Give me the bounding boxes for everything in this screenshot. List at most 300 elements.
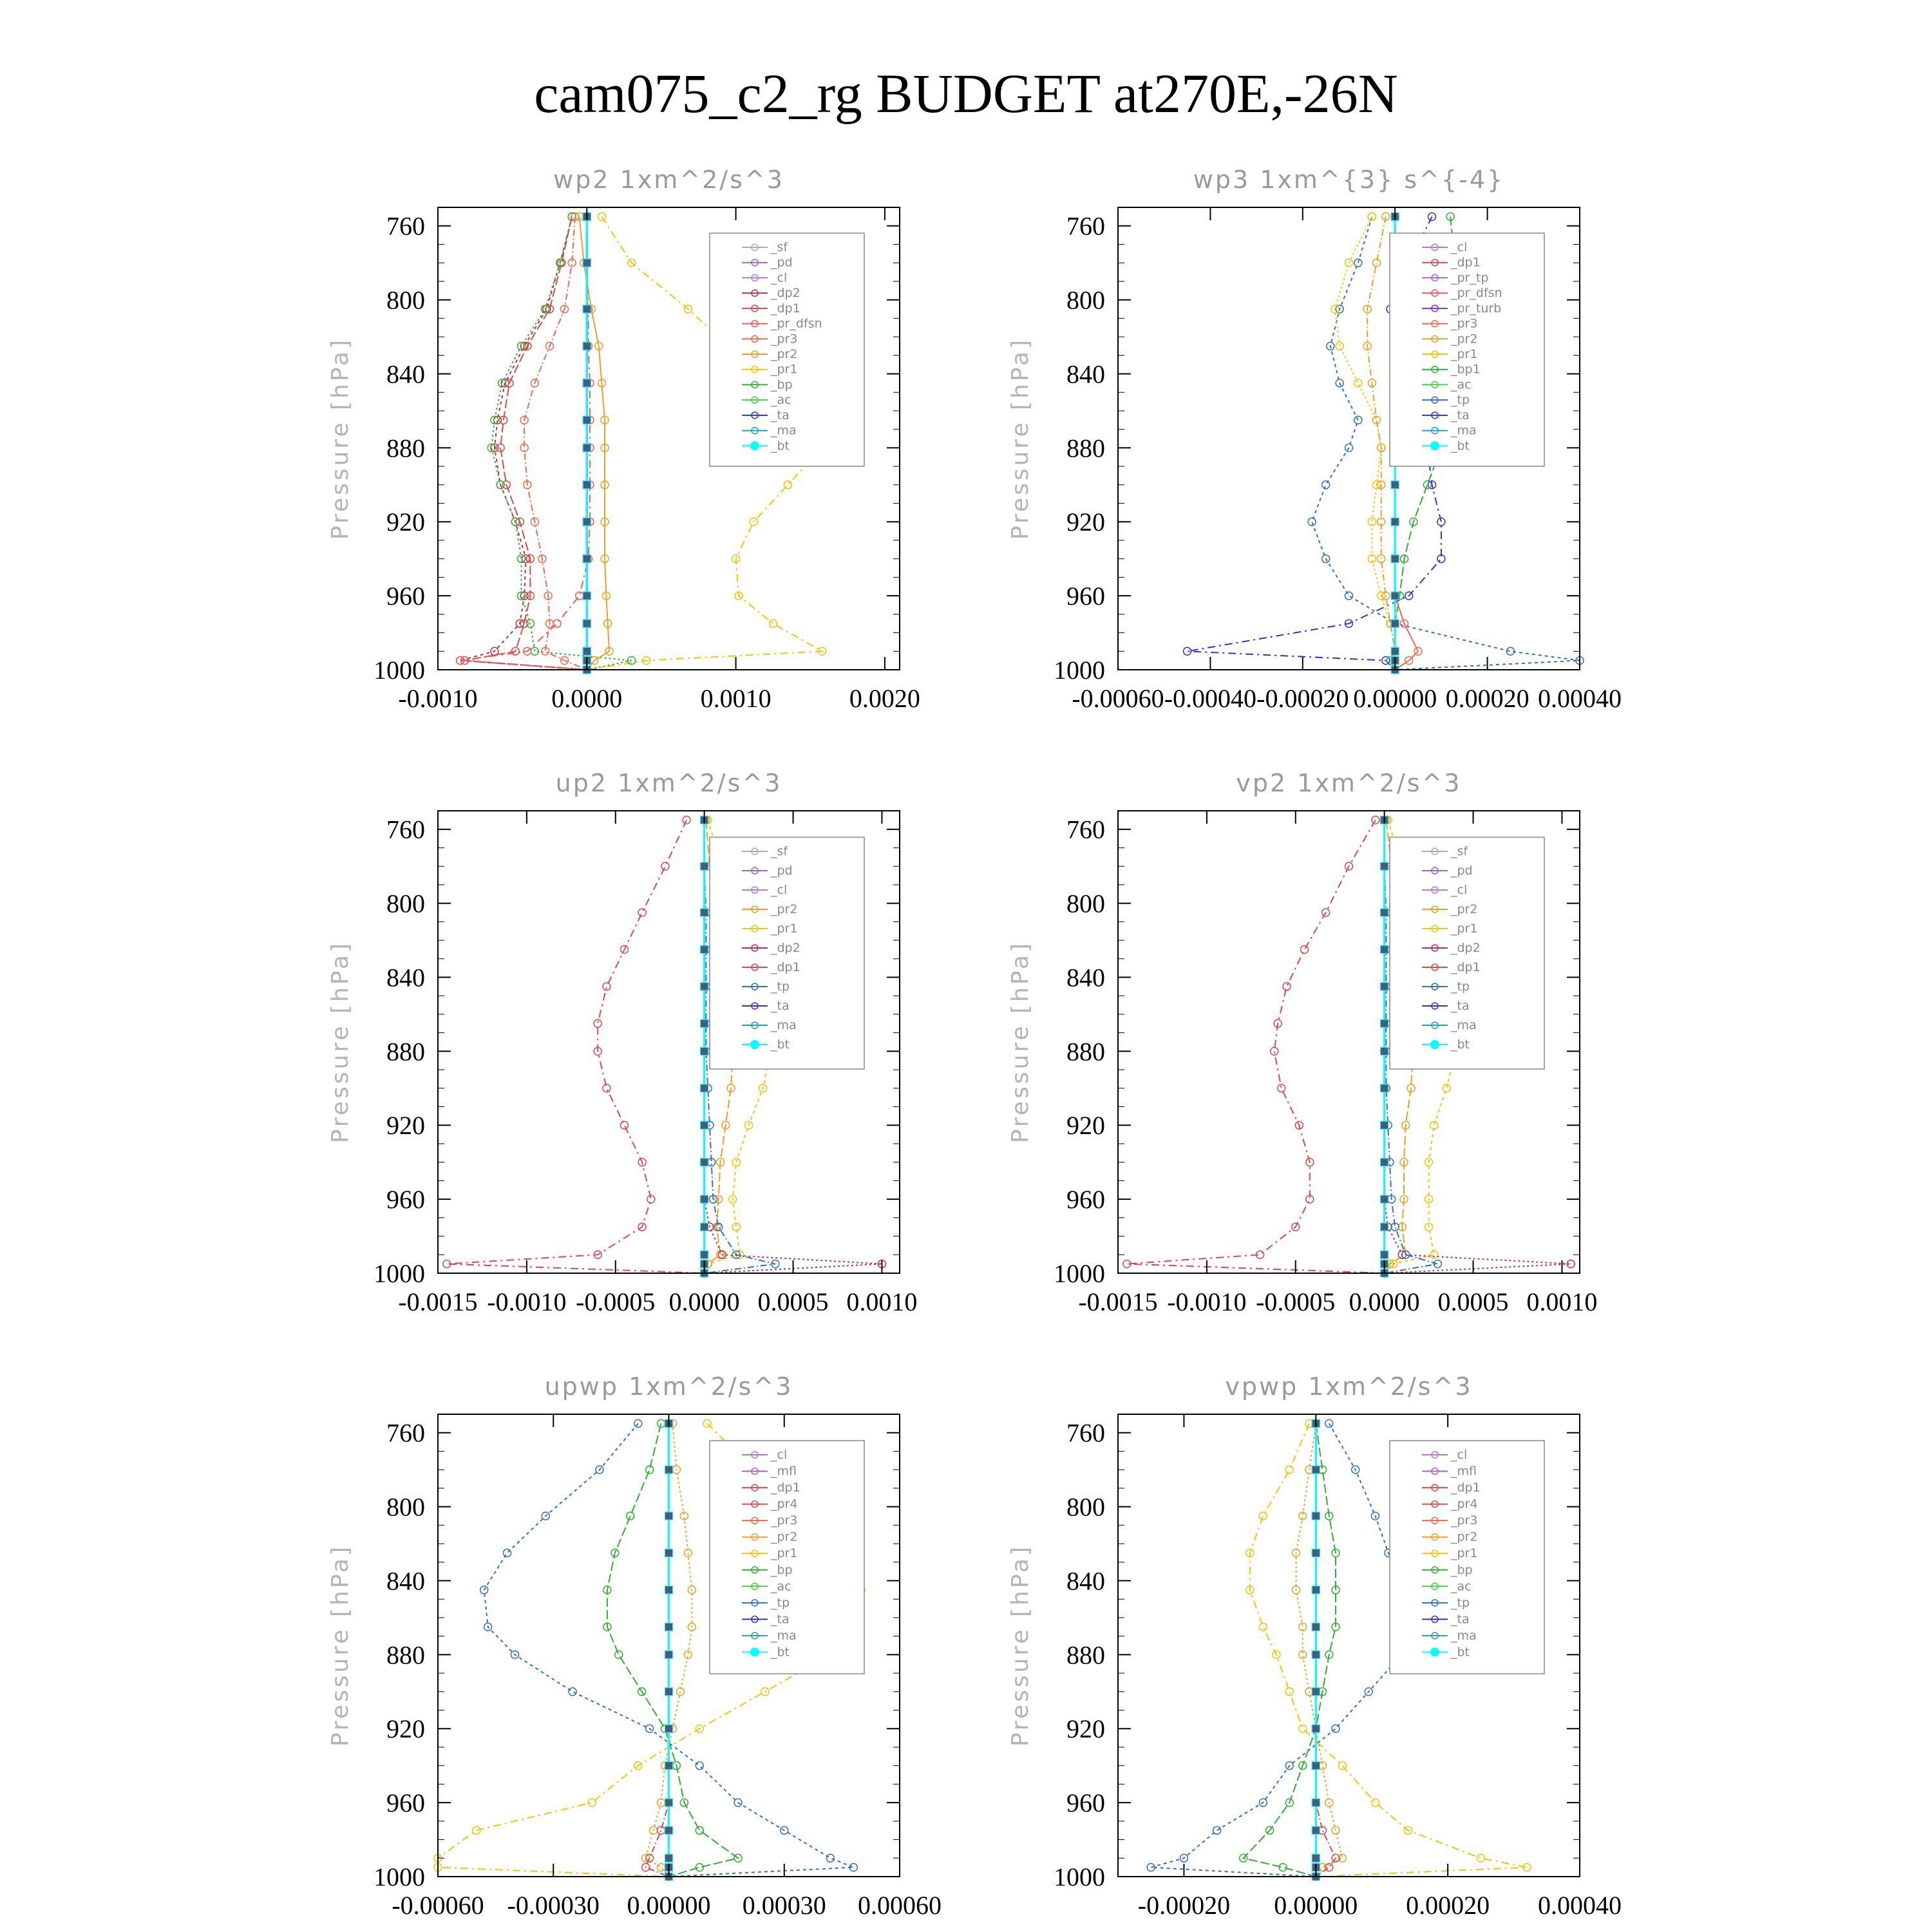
panel-title: vpwp 1xm^2/s^3: [1225, 1372, 1473, 1401]
data-point: [1371, 1799, 1379, 1806]
y-tick-label: 800: [1066, 1492, 1105, 1522]
data-point: [1381, 983, 1388, 990]
data-point: [701, 1019, 708, 1027]
legend-label-pr1: _pr1: [771, 1546, 798, 1561]
data-point: [1213, 1826, 1221, 1834]
data-point: [701, 1084, 708, 1092]
legend-label-pr2: _pr2: [771, 1530, 798, 1544]
series-line-pr2: [580, 216, 609, 670]
data-point: [1381, 862, 1388, 870]
data-point: [665, 1762, 673, 1770]
x-tick-label: -0.0015: [1078, 1287, 1158, 1316]
legend-label-cl: _cl: [1451, 1448, 1468, 1462]
data-point: [553, 620, 561, 627]
data-point: [1336, 342, 1343, 350]
data-point: [661, 862, 669, 870]
legend-label-pr2: _pr2: [1451, 1530, 1478, 1544]
data-point: [1301, 945, 1309, 953]
series-line-dp1: [1127, 820, 1385, 1273]
legend-label-ta: _ta: [771, 408, 790, 422]
data-point: [1312, 1549, 1320, 1557]
x-tick-label: 0.0010: [700, 684, 772, 713]
panel-title: vp2 1xm^2/s^3: [1236, 769, 1462, 797]
legend-label-pr2: _pr2: [771, 347, 798, 361]
legend-label-pr1: _pr1: [1451, 922, 1478, 936]
data-point: [621, 1121, 629, 1129]
y-tick-label: 800: [1066, 889, 1105, 918]
data-point: [1381, 1195, 1388, 1203]
legend-label-bp1: _bp1: [1451, 362, 1481, 377]
panel-title: wp2 1xm^2/s^3: [553, 166, 784, 194]
data-point: [665, 1651, 673, 1658]
series-line-tp: [1151, 1423, 1408, 1877]
data-point: [1381, 945, 1388, 953]
data-point: [1312, 1512, 1320, 1520]
legend-label-pr3: _pr3: [771, 332, 798, 346]
data-point: [665, 1725, 673, 1732]
data-point: [1372, 816, 1379, 824]
data-point: [1381, 1159, 1388, 1166]
x-tick-label: 0.00000: [1274, 1891, 1358, 1920]
data-point: [583, 305, 591, 313]
y-axis-label: Pressure [hPa]: [327, 1544, 354, 1747]
series-line-bp: [491, 216, 631, 670]
legend-label-cl: _cl: [771, 270, 788, 285]
chart-panel-4: [1007, 769, 1597, 1316]
data-point: [665, 1466, 673, 1473]
x-tick-label: 0.00060: [858, 1891, 942, 1920]
x-tick-label: 0.0020: [849, 684, 920, 713]
figure-title: cam075_c2_rg BUDGET at270E,-26N: [534, 62, 1398, 124]
data-point: [701, 1047, 708, 1055]
y-tick-label: 920: [386, 1111, 425, 1141]
x-tick-label: 0.00040: [1538, 684, 1622, 713]
y-axis-label: Pressure [hPa]: [327, 940, 354, 1144]
y-axis-label: Pressure [hPa]: [327, 337, 354, 540]
y-tick-label: 1000: [1054, 1862, 1105, 1891]
legend-label-mfl: _mfl: [771, 1464, 797, 1479]
data-point: [696, 1762, 703, 1770]
data-point: [1354, 379, 1362, 387]
y-tick-label: 920: [1066, 1111, 1105, 1141]
legend-label-tp: _tp: [771, 980, 790, 994]
y-tick-label: 920: [386, 1714, 425, 1744]
data-point: [615, 1651, 623, 1658]
data-point: [665, 1826, 673, 1834]
legend-label-bp: _bp: [771, 377, 793, 392]
data-point: [583, 259, 591, 267]
legend-label-tp: _tp: [1451, 980, 1470, 994]
legend-label-ac: _ac: [771, 1579, 791, 1594]
series-line-dp1: [447, 820, 705, 1273]
y-axis-label: Pressure [hPa]: [1007, 1544, 1034, 1747]
data-point: [1259, 1512, 1267, 1520]
data-point: [1312, 1725, 1320, 1732]
legend-marker-bt: [750, 441, 759, 450]
legend-label-bp: _bp: [771, 1562, 793, 1577]
y-tick-label: 960: [1066, 1788, 1105, 1818]
data-point: [696, 1864, 703, 1871]
y-tick-label: 1000: [374, 1259, 425, 1288]
data-point: [1312, 1586, 1320, 1594]
y-tick-label: 760: [1066, 1418, 1105, 1448]
data-point: [1259, 1623, 1267, 1631]
data-point: [1147, 1864, 1155, 1871]
x-tick-label: -0.00060: [1072, 684, 1164, 713]
data-point: [583, 647, 591, 655]
data-point: [569, 1688, 576, 1696]
y-tick-label: 760: [386, 815, 425, 844]
data-point: [1391, 518, 1399, 526]
y-tick-label: 760: [1066, 815, 1105, 844]
legend-label-sf: _sf: [771, 240, 788, 254]
x-tick-label: -0.0015: [398, 1287, 478, 1316]
data-point: [665, 1512, 673, 1520]
data-point: [784, 481, 792, 489]
legend-label-ta: _ta: [1451, 1612, 1470, 1627]
legend: [1390, 233, 1544, 466]
legend-label-cl: _cl: [771, 883, 788, 897]
y-tick-label: 880: [1066, 1037, 1105, 1066]
legend-label-ta: _ta: [771, 999, 790, 1013]
legend-label-dp1: _dp1: [1451, 1481, 1481, 1495]
data-point: [1299, 1725, 1307, 1732]
legend-label-pr_dfsn: _pr_dfsn: [1451, 286, 1502, 301]
y-tick-label: 880: [386, 1037, 425, 1066]
data-point: [701, 1121, 708, 1129]
y-tick-label: 920: [386, 507, 425, 537]
data-point: [1381, 1251, 1388, 1258]
y-tick-label: 920: [1066, 1714, 1105, 1744]
data-point: [1391, 592, 1399, 600]
data-point: [1437, 518, 1445, 526]
chart-panel-1: [327, 166, 920, 713]
series-line-bp: [1244, 1423, 1336, 1877]
data-point: [701, 909, 708, 916]
data-point: [1271, 1047, 1278, 1055]
y-tick-label: 920: [1066, 507, 1105, 537]
data-point: [1368, 213, 1376, 220]
legend-label-ta: _ta: [1451, 408, 1470, 422]
legend-marker-bt: [1430, 441, 1439, 450]
legend-label-bt: _bt: [771, 439, 790, 453]
legend-label-ma: _ma: [771, 1018, 797, 1032]
data-point: [1381, 1084, 1388, 1092]
legend-label-pr4: _pr4: [771, 1497, 798, 1511]
data-point: [1391, 620, 1399, 627]
y-tick-label: 800: [1066, 285, 1105, 315]
x-tick-label: -0.00030: [507, 1891, 600, 1920]
y-tick-label: 960: [1066, 1185, 1105, 1215]
legend-label-mfl: _mfl: [1451, 1464, 1477, 1479]
legend-label-pr1: _pr1: [771, 362, 798, 377]
legend: [710, 233, 864, 466]
data-point: [1312, 1651, 1320, 1658]
data-point: [1345, 259, 1353, 267]
data-point: [1381, 1019, 1388, 1027]
y-tick-label: 880: [1066, 1640, 1105, 1670]
x-tick-label: -0.0010: [487, 1287, 567, 1316]
x-tick-label: -0.00040: [1164, 684, 1257, 713]
data-point: [703, 1419, 711, 1427]
legend: [710, 1441, 864, 1674]
x-tick-label: 0.0005: [1437, 1287, 1509, 1316]
data-point: [1381, 1047, 1388, 1055]
data-point: [665, 1549, 673, 1557]
legend-label-dp1: _dp1: [771, 301, 800, 316]
data-point: [1285, 1688, 1293, 1696]
x-tick-label: 0.0010: [1526, 1287, 1598, 1316]
data-point: [665, 1799, 673, 1806]
legend-marker-bt: [1430, 1040, 1439, 1049]
x-tick-label: 0.00000: [1353, 684, 1437, 713]
y-tick-label: 760: [386, 211, 425, 241]
x-tick-label: 0.0005: [757, 1287, 829, 1316]
data-point: [658, 1419, 665, 1427]
legend-label-tp: _tp: [1451, 1595, 1470, 1610]
legend-label-bt: _bt: [1451, 1037, 1470, 1052]
y-tick-label: 960: [386, 1788, 425, 1818]
data-point: [638, 909, 646, 916]
legend: [710, 837, 864, 1069]
data-point: [504, 1549, 511, 1557]
data-point: [583, 592, 591, 600]
data-point: [665, 1688, 673, 1696]
legend-label-dp1: _dp1: [771, 1481, 800, 1495]
y-tick-label: 800: [386, 1492, 425, 1522]
data-point: [665, 1623, 673, 1631]
data-point: [1391, 481, 1399, 489]
legend-label-pr_tp: _pr_tp: [1451, 270, 1489, 285]
legend-label-ma: _ma: [771, 1628, 797, 1643]
legend-label-ta: _ta: [1451, 999, 1470, 1013]
data-point: [826, 1854, 834, 1862]
legend-label-ma: _ma: [771, 423, 797, 438]
data-point: [634, 1419, 642, 1427]
data-point: [583, 416, 591, 424]
legend-label-tp: _tp: [1451, 393, 1470, 408]
legend-label-pr1: _pr1: [771, 922, 798, 936]
legend-label-pr2: _pr2: [1451, 902, 1478, 916]
data-point: [583, 379, 591, 387]
legend-label-pr2: _pr2: [771, 902, 798, 916]
data-point: [701, 1195, 708, 1203]
data-point: [1312, 1623, 1320, 1631]
series-line-pr_dfsn: [460, 216, 590, 670]
data-point: [1381, 909, 1388, 916]
data-point: [1184, 647, 1191, 655]
x-tick-label: 0.00020: [1445, 684, 1530, 713]
data-point: [583, 620, 591, 627]
data-point: [665, 1586, 673, 1594]
data-point: [658, 1864, 665, 1871]
legend-label-sf: _sf: [771, 844, 788, 858]
y-tick-label: 880: [386, 433, 425, 463]
data-point: [1322, 481, 1330, 489]
legend-label-tp: _tp: [771, 1595, 790, 1610]
data-point: [701, 862, 708, 870]
panel-title: up2 1xm^2/s^3: [555, 769, 782, 797]
x-tick-label: -0.0010: [398, 684, 478, 713]
data-point: [583, 555, 591, 563]
legend-label-ac: _ac: [1451, 1579, 1472, 1594]
y-tick-label: 840: [1066, 359, 1105, 389]
data-point: [1381, 1121, 1388, 1129]
y-tick-label: 880: [1066, 433, 1105, 463]
y-tick-label: 840: [386, 963, 425, 992]
legend-label-dp2: _dp2: [1451, 941, 1481, 955]
legend-label-pr1: _pr1: [1451, 347, 1478, 361]
y-axis-label: Pressure [hPa]: [1007, 337, 1034, 540]
data-point: [701, 983, 708, 990]
data-point: [1428, 213, 1436, 220]
data-point: [665, 1854, 673, 1862]
data-point: [701, 1251, 708, 1258]
data-point: [1312, 1688, 1320, 1696]
data-point: [1312, 1762, 1320, 1770]
legend-label-cl: _cl: [771, 1448, 788, 1462]
legend-label-ma: _ma: [1451, 423, 1477, 438]
y-tick-label: 960: [386, 1185, 425, 1215]
y-tick-label: 880: [386, 1640, 425, 1670]
data-point: [1312, 1799, 1320, 1806]
x-tick-label: 0.00020: [1406, 1891, 1490, 1920]
data-point: [1332, 1725, 1340, 1732]
x-tick-label: -0.0010: [1167, 1287, 1247, 1316]
data-point: [683, 816, 690, 824]
x-tick-label: -0.0005: [576, 1287, 656, 1316]
data-point: [1325, 1419, 1333, 1427]
y-tick-label: 960: [386, 582, 425, 611]
data-point: [1423, 481, 1431, 489]
data-point: [1312, 1854, 1320, 1862]
legend-label-sf: _sf: [1451, 844, 1468, 858]
legend-label-bt: _bt: [771, 1645, 790, 1660]
legend-label-ta: _ta: [771, 1612, 790, 1627]
legend-label-pd: _pd: [1451, 864, 1473, 878]
data-point: [1312, 1466, 1320, 1473]
legend-label-dp1: _dp1: [771, 960, 800, 974]
data-point: [1391, 647, 1399, 655]
data-point: [598, 213, 605, 220]
x-tick-label: 0.0000: [551, 684, 623, 713]
data-point: [583, 518, 591, 526]
data-point: [583, 342, 591, 350]
y-tick-label: 1000: [374, 1862, 425, 1891]
y-tick-label: 760: [386, 1418, 425, 1448]
legend-label-dp1: _dp1: [1451, 255, 1481, 270]
data-point: [1285, 1466, 1293, 1473]
series-line-dp1: [646, 1423, 669, 1877]
chart-panel-6: [1007, 1372, 1622, 1920]
data-point: [1345, 592, 1353, 600]
legend-label-dp1: _dp1: [1451, 960, 1481, 974]
legend-marker-bt: [750, 1040, 759, 1049]
legend-label-pd: _pd: [771, 255, 793, 270]
data-point: [1477, 1854, 1484, 1862]
y-tick-label: 760: [1066, 211, 1105, 241]
data-point: [583, 481, 591, 489]
y-tick-label: 960: [1066, 582, 1105, 611]
x-tick-label: 0.0000: [1349, 1287, 1420, 1316]
legend-label-dp2: _dp2: [771, 941, 800, 955]
data-point: [701, 1159, 708, 1166]
data-point: [594, 1019, 601, 1027]
x-tick-label: 0.00030: [742, 1891, 826, 1920]
legend: [1390, 1441, 1544, 1674]
panel-title: wp3 1xm^{3} s^{-4}: [1193, 166, 1505, 194]
x-tick-label: 0.00000: [627, 1891, 711, 1920]
legend-label-pr3: _pr3: [1451, 1513, 1478, 1528]
y-axis-label: Pressure [hPa]: [1007, 940, 1034, 1144]
data-point: [627, 1512, 634, 1520]
legend-label-ma: _ma: [1451, 1628, 1477, 1643]
x-tick-label: 0.0000: [668, 1287, 740, 1316]
legend-label-bt: _bt: [1451, 439, 1470, 453]
data-point: [701, 1223, 708, 1231]
legend-label-ac: _ac: [771, 393, 791, 408]
legend-label-pr3: _pr3: [1451, 316, 1478, 331]
legend-label-cl: _cl: [1451, 883, 1468, 897]
data-point: [1338, 1762, 1346, 1770]
y-tick-label: 840: [386, 359, 425, 389]
data-point: [1381, 1223, 1388, 1231]
data-point: [646, 1466, 654, 1473]
x-tick-label: -0.0005: [1256, 1287, 1336, 1316]
x-tick-label: -0.00060: [392, 1891, 484, 1920]
legend-label-pr_dfsn: _pr_dfsn: [771, 316, 822, 331]
y-tick-label: 840: [1066, 1566, 1105, 1596]
legend-label-pr4: _pr4: [1451, 1497, 1478, 1511]
chart-panel-5: [327, 1372, 942, 1920]
data-point: [769, 620, 777, 627]
legend-label-bt: _bt: [1451, 1645, 1470, 1660]
data-point: [1443, 1084, 1450, 1092]
y-tick-label: 1000: [374, 656, 425, 685]
panel-title: upwp 1xm^2/s^3: [544, 1372, 793, 1401]
y-tick-label: 800: [386, 889, 425, 918]
legend-label-bp: _bp: [1451, 1562, 1473, 1577]
legend-label-ma: _ma: [1451, 1018, 1477, 1032]
legend-label-pr3: _pr3: [771, 1513, 798, 1528]
data-point: [1391, 555, 1399, 563]
data-point: [658, 1826, 665, 1834]
legend-label-pr1: _pr1: [1451, 1546, 1478, 1561]
legend-label-dp2: _dp2: [771, 286, 800, 301]
legend-marker-bt: [750, 1647, 759, 1656]
data-point: [1312, 1826, 1320, 1834]
chart-panel-3: [327, 769, 917, 1316]
series-line-pr2: [1296, 1423, 1343, 1877]
legend-label-ac: _ac: [1451, 377, 1472, 392]
x-tick-label: -0.00020: [1137, 1891, 1231, 1920]
legend-label-pd: _pd: [771, 864, 793, 878]
data-point: [696, 1826, 703, 1834]
data-point: [1278, 1084, 1285, 1092]
series-line-pr1: [1335, 216, 1395, 670]
data-point: [701, 945, 708, 953]
legend-label-cl: _cl: [1451, 240, 1468, 254]
legend: [1390, 837, 1544, 1069]
y-tick-label: 1000: [1054, 656, 1105, 685]
x-tick-label: 0.0010: [846, 1287, 918, 1316]
legend-marker-bt: [1430, 1647, 1439, 1656]
x-tick-label: 0.00040: [1538, 1891, 1622, 1920]
y-tick-label: 840: [386, 1566, 425, 1596]
data-point: [583, 444, 591, 451]
legend-label-pr2: _pr2: [1451, 332, 1478, 346]
legend-label-bt: _bt: [771, 1037, 790, 1052]
